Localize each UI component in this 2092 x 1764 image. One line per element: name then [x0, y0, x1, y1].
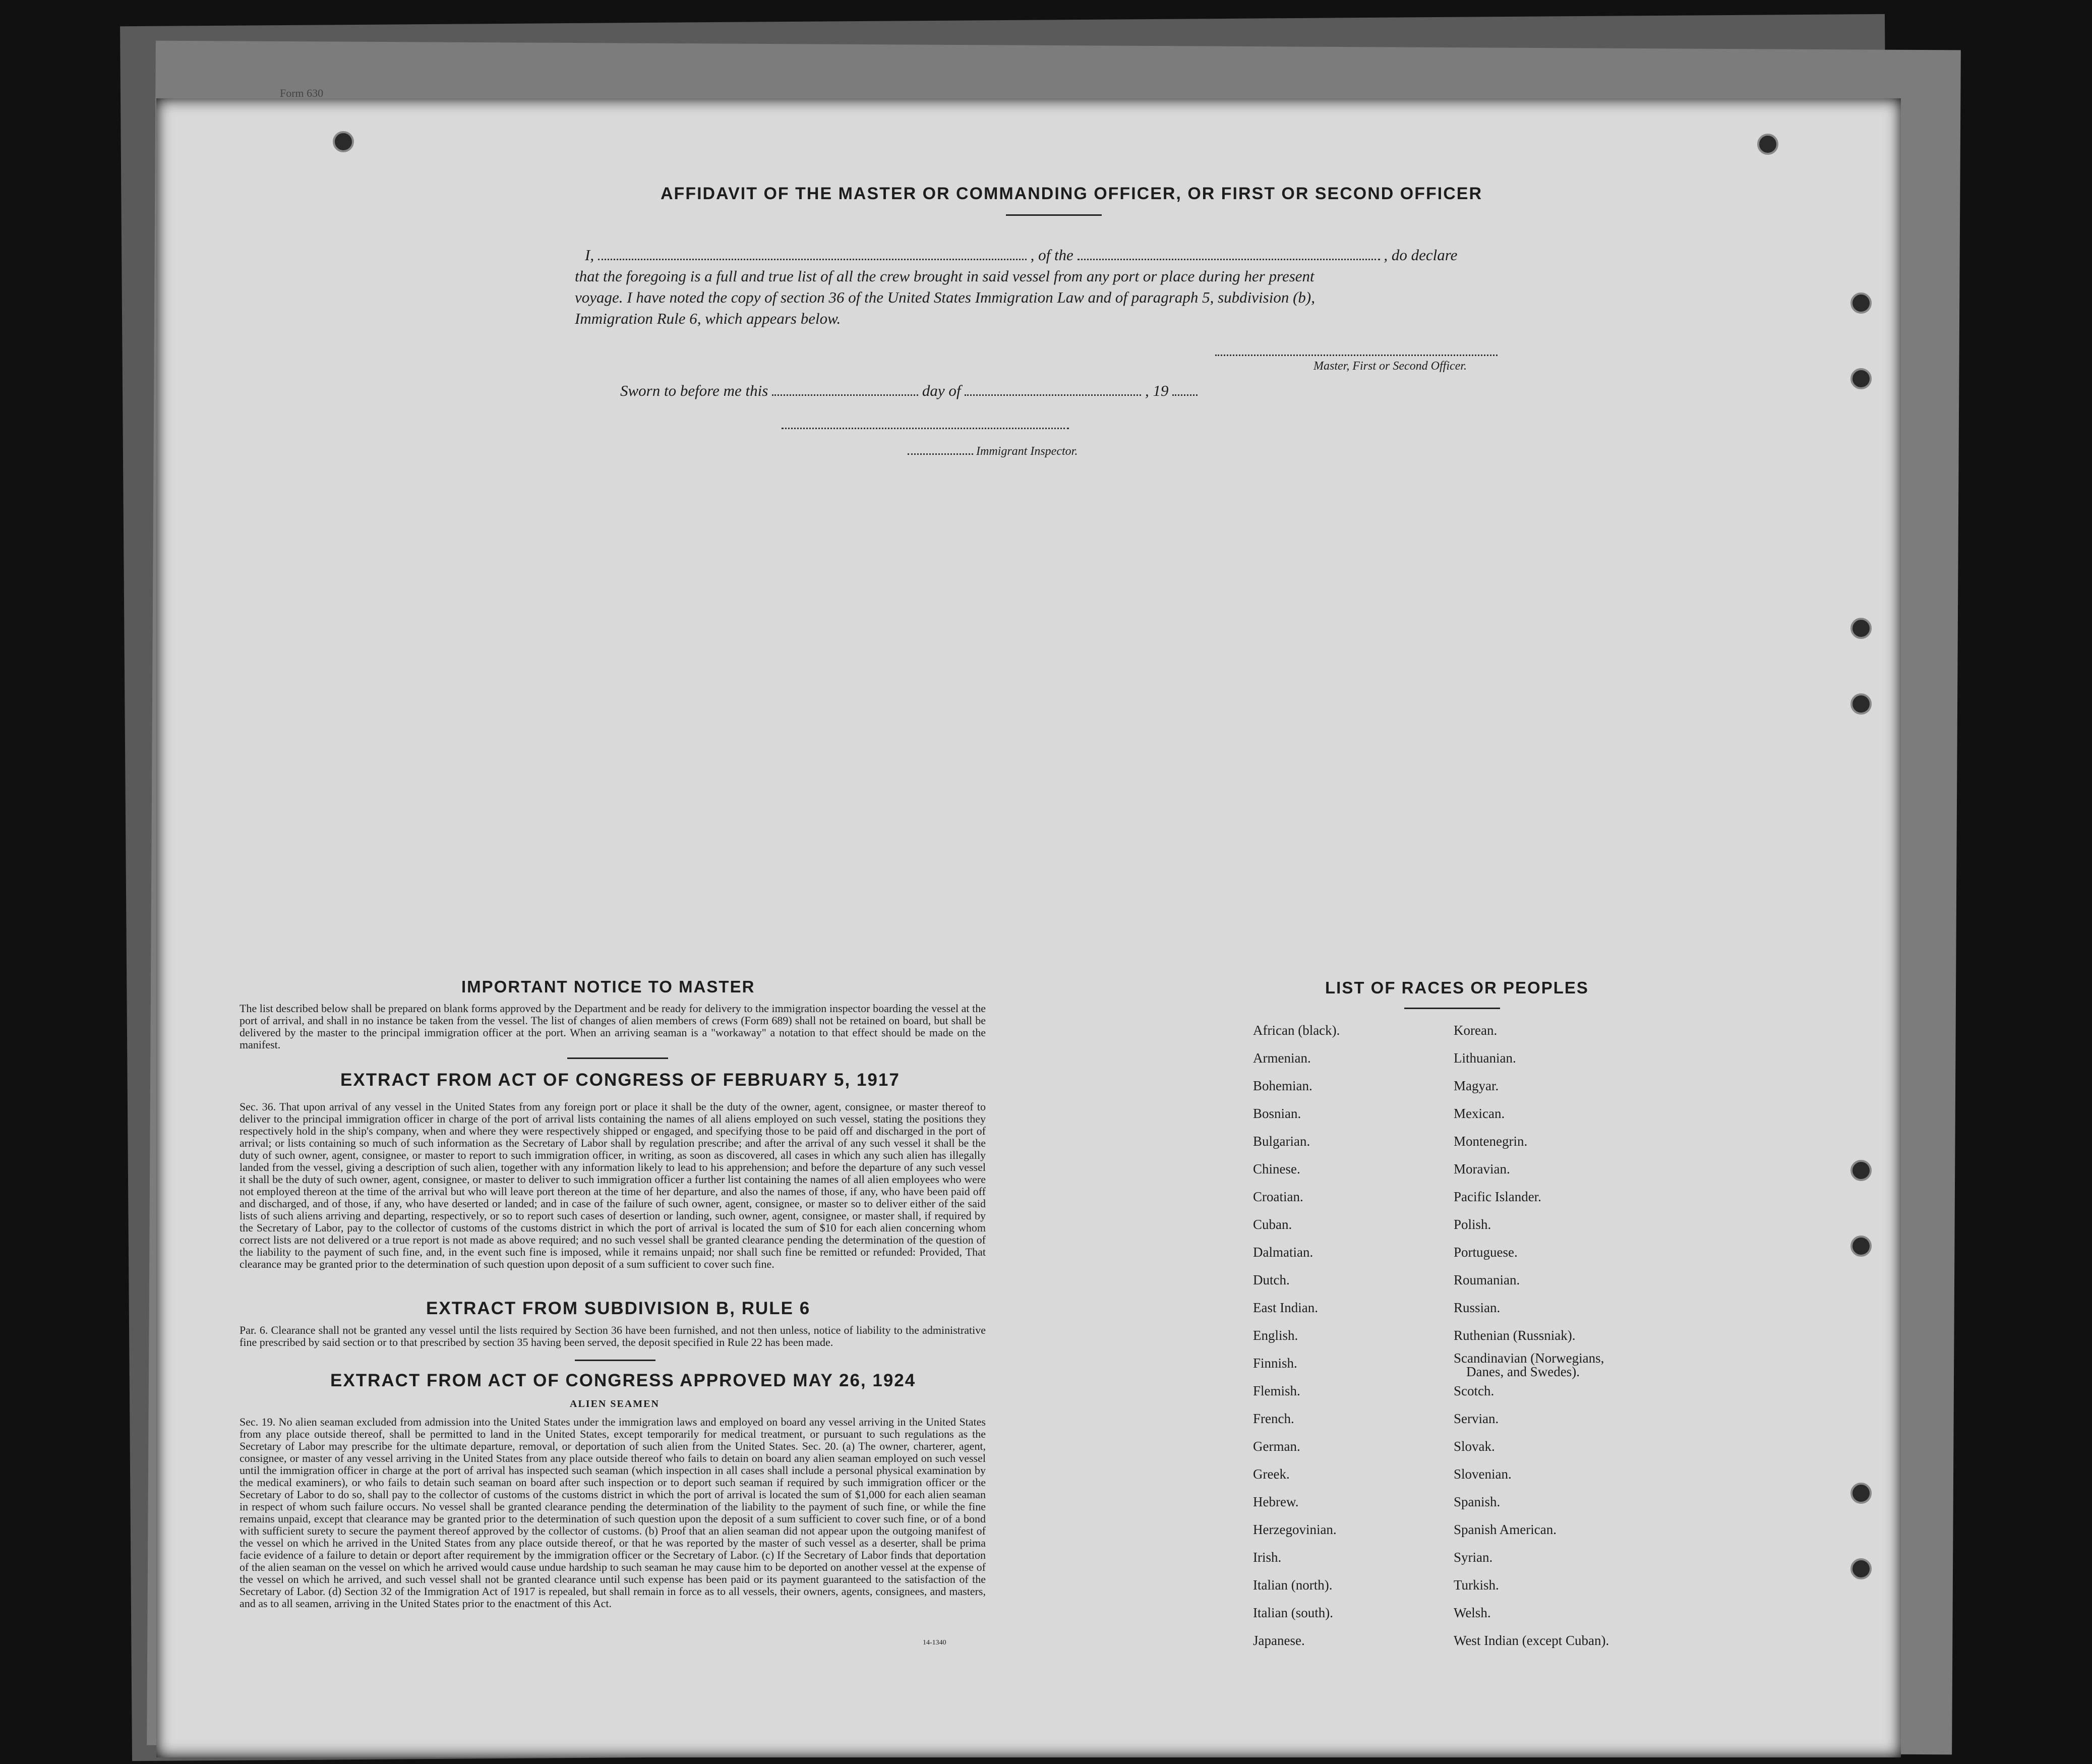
race-item: Flemish. [1253, 1383, 1300, 1398]
rule6-divider [575, 1360, 655, 1361]
notice-divider [567, 1057, 668, 1059]
punch-hole-icon [1850, 368, 1872, 389]
races-divider [1404, 1008, 1500, 1009]
of-the-label: , of the [1030, 246, 1073, 264]
form-code: 14-1340 [923, 1639, 946, 1647]
punch-hole-icon [1850, 1483, 1872, 1504]
race-item: Irish. [1253, 1550, 1282, 1565]
extract-1917-body: Sec. 36. That upon arrival of any vessel in the United States from any foreign port or place it shall be the duty of the owner, agent, consignee, or master thereof to deliver to the principal immigration officer in charge of the port of arrival lists containing the names of all aliens employed on such vessel, stating the positions they respectively hold in the ship's company, when and where they were respectively shipped or engaged, and specifying those to be paid off and discharged in the port of arrival; or lists containing so much of such information as the Secretary of Labor shall by regulation prescribe; and after the arrival of any such vessel it shall be the duty of such owner, agent, consignee, or master to report to such immigration officer, in writing, as soon as discovered, all cases in which any such alien has illegally landed from the vessel, giving a description of such alien, together with any information likely to lead to his apprehension; and before the departure of any such vessel it shall be the duty of such owner, agent, consignee, or master to deliver to such immigration officer a further list containing the names of all alien employees who were not employed thereon at the time of the arrival but who will leave port thereon at the time of her departure, and also the names of those, if any, who have been paid off and discharged, and of those, if any, who have deserted or landed; and in case of the failure of such owner, agent, consignee, or master so to deliver either of the said lists of such aliens arriving and departing, respectively, or so to report such cases of desertion or landing, such owner, agent, consignee, or master shall, if required by the Secretary of Labor, pay to the collector of customs of the customs district in which the port of arrival is located the sum of $10 for each alien concerning whom correct lists are not delivered or a true report is not made as above required; and no such vessel shall be granted clearance pending the determination of the question of the liability to the payment of such fine, and, in the event such fine is imposed, while it remains unpaid; nor shall such fine be remitted or refunded: Provided, That clearance may be granted prior to the determination of such question upon deposit of a sum sufficient to cover such fine. [240, 1100, 986, 1270]
race-item: East Indian. [1253, 1300, 1318, 1315]
race-item: Croatian. [1253, 1189, 1303, 1204]
race-item: Bohemian. [1253, 1078, 1312, 1093]
race-item: Servian. [1454, 1411, 1499, 1426]
race-item: Spanish. [1454, 1494, 1501, 1509]
race-item: Italian (north). [1253, 1577, 1333, 1593]
race-item: Dutch. [1253, 1272, 1290, 1287]
affidavit-line-2: that the foregoing is a full and true list of all the crew brought in said vessel from any port or place during her present [575, 267, 1314, 285]
race-item: Roumanian. [1454, 1272, 1520, 1287]
affidavit-line-4: Immigration Rule 6, which appears below. [575, 310, 841, 327]
master-signature-line[interactable] [1215, 348, 1498, 356]
extract-rule6-body: Par. 6. Clearance shall not be granted any vessel until the lists required by Section 36 have been furnished, and not then unless, notice of liability to the administrative fine prescribed by said section or to that prescribed by section 35 having been served, the deposit specified in Rule 22 has been made. [240, 1324, 986, 1348]
punch-hole-icon [1850, 1558, 1872, 1579]
affidavit-i-label: I, [585, 246, 594, 264]
race-item: Scandinavian (Norwegians, [1454, 1350, 1604, 1366]
race-item: Cuban. [1253, 1217, 1292, 1232]
race-item: Finnish. [1253, 1356, 1297, 1371]
race-item: Slovak. [1454, 1439, 1495, 1454]
extract-1924-title: EXTRACT FROM ACT OF CONGRESS APPROVED MAY 26, 1924 [330, 1371, 916, 1390]
race-item-continued: Danes, and Swedes). [1466, 1364, 1580, 1379]
extract-1924-body: Sec. 19. No alien seaman excluded from admission into the United States under the immigration laws and employed on board any vessel arriving in the United States from any place outside thereof, shall be permitted to land in the United States, except temporarily for medical treatment, or pursuant to such regulations as the Secretary of Labor may prescribe for the ultimate departure, removal, or deportation of such alien from the United States. Sec. 20. (a) The owner, charterer, agent, consignee, or master of any vessel arriving in the United States from any place outside thereof who fails to detain on board any alien seaman employed on such vessel until the immigration officer in charge at the port of arrival has inspected such seaman (which inspection in all cases shall include a personal physical examination by the medical examiners), or who fails to detain such seaman on board after such inspection or to deport such seaman if required by such immigration officer or the Secretary of Labor to do so, shall pay to the collector of customs of the customs district in which the port of arrival is located the sum of $1,000 for each alien seaman in respect of whom such failure occurs. No vessel shall be granted clearance pending the determination of the liability to the payment of such fine, or while the fine remains unpaid, except that clearance may be granted prior to the determination of such question upon the deposit of a sum sufficient to cover such fine, or of a bond with sufficient surety to secure the payment thereof approved by the collector of customs. (b) Proof that an alien seaman did not appear upon the outgoing manifest of the vessel on which he arrived in the United States from any place outside thereof, or that he was reported by the master of such vessel as a deserter, shall be prima facie evidence of a failure to detain or deport after requirement by the immigration officer or the Secretary of Labor. (c) If the Secretary of Labor finds that deportation of the alien seaman on the vessel on which he arrived would cause undue hardship to such seaman he may cause him to be deported on another vessel at the expense of the vessel on which he arrived, and such vessel shall not be granted clearance until such expense has been paid or its payment guaranteed to the satisfaction of the Secretary of Labor. (d) Section 32 of the Immigration Act of 1917 is repealed, but shall remain in force as to all vessels, their owners, agents, consignees, and masters, and as to all seamen, arriving in the United States prior to the enactment of this Act. [240, 1416, 986, 1610]
punch-hole-icon [1850, 693, 1872, 715]
races-title: LIST OF RACES OR PEOPLES [1325, 978, 1589, 997]
affidavit-line-3: voyage. I have noted the copy of section 36 of the United States Immigration Law and of paragraph 5, subdivision (b), [575, 288, 1315, 306]
notice-title: IMPORTANT NOTICE TO MASTER [461, 977, 755, 996]
sworn-label: Sworn to before me this [620, 382, 768, 399]
race-item: Japanese. [1253, 1633, 1305, 1648]
inspector-label-text: Immigrant Inspector. [976, 445, 1078, 458]
race-item: Herzegovinian. [1253, 1522, 1337, 1537]
punch-hole-icon [1850, 292, 1872, 314]
race-item: Slovenian. [1454, 1466, 1512, 1482]
race-item: Italian (south). [1253, 1605, 1333, 1620]
notice-body: The list described below shall be prepared on blank forms approved by the Department and be ready for delivery to the immigration inspector boarding the vessel at the port of arrival, and shall in no instance be taken from the vessel. The list of changes of alien members of crews (Form 689) shall not be retained on board, but shall be delivered by the master to the principal immigration officer at the port. When an arriving seaman is a "workaway" a notation to that effect should be made on the manifest. [240, 1002, 986, 1051]
race-item: Korean. [1454, 1023, 1498, 1038]
inspector-dots [908, 444, 973, 455]
race-item: Mexican. [1454, 1106, 1505, 1121]
day-of-label: day of [922, 382, 961, 399]
sworn-line [620, 382, 1198, 400]
race-item: African (black). [1253, 1023, 1340, 1038]
race-item: Portuguese. [1454, 1245, 1518, 1260]
punch-hole-icon [1850, 1160, 1872, 1181]
extract-rule6-title: EXTRACT FROM SUBDIVISION B, RULE 6 [426, 1299, 811, 1318]
extract-1917-title: EXTRACT FROM ACT OF CONGRESS OF FEBRUARY 5, 1917 [340, 1070, 900, 1090]
form-number: Form 630 [280, 87, 324, 99]
inspector-label [908, 444, 1078, 458]
race-item: Scotch. [1454, 1383, 1495, 1398]
race-item: Magyar. [1454, 1078, 1499, 1093]
name-field[interactable] [598, 246, 1027, 260]
race-item: Lithuanian. [1454, 1050, 1516, 1066]
punch-hole-icon [1757, 134, 1778, 155]
punch-hole-icon [1850, 1236, 1872, 1257]
alien-seamen-subtitle: ALIEN SEAMEN [570, 1398, 660, 1409]
race-item: Ruthenian (Russniak). [1454, 1328, 1576, 1343]
race-item: Armenian. [1253, 1050, 1311, 1066]
race-item: Polish. [1454, 1217, 1491, 1232]
race-item: English. [1253, 1328, 1298, 1343]
race-item: Greek. [1253, 1466, 1290, 1482]
race-item: French. [1253, 1411, 1294, 1426]
inspector-signature-line[interactable] [782, 421, 1069, 429]
race-item: Dalmatian. [1253, 1245, 1313, 1260]
declare-label: , do declare [1384, 246, 1458, 264]
affidavit-title: AFFIDAVIT OF THE MASTER OR COMMANDING OFFICER, OR FIRST OR SECOND OFFICER [661, 184, 1482, 203]
race-item: Pacific Islander. [1454, 1189, 1541, 1204]
race-item: Bulgarian. [1253, 1134, 1310, 1149]
punch-hole-icon [333, 131, 354, 152]
race-item: Spanish American. [1454, 1522, 1557, 1537]
punch-hole-icon [1850, 618, 1872, 639]
title-divider [1006, 214, 1102, 216]
race-item: Turkish. [1454, 1577, 1499, 1593]
race-item: West Indian (except Cuban). [1454, 1633, 1609, 1648]
master-signature-label: Master, First or Second Officer. [1313, 360, 1467, 373]
vessel-field[interactable] [1078, 246, 1380, 260]
year-label: , 19 [1145, 382, 1169, 399]
race-item: Chinese. [1253, 1161, 1300, 1177]
race-item: Russian. [1454, 1300, 1501, 1315]
race-item: Hebrew. [1253, 1494, 1299, 1509]
race-item: Bosnian. [1253, 1106, 1301, 1121]
affidavit-line-1 [585, 246, 1457, 264]
sworn-day-field[interactable] [772, 382, 918, 396]
race-item: Moravian. [1454, 1161, 1510, 1177]
sworn-month-field[interactable] [965, 382, 1141, 396]
sworn-year-field[interactable] [1172, 382, 1198, 396]
race-item: German. [1253, 1439, 1300, 1454]
race-item: Montenegrin. [1454, 1134, 1528, 1149]
race-item: Syrian. [1454, 1550, 1493, 1565]
race-item: Welsh. [1454, 1605, 1491, 1620]
